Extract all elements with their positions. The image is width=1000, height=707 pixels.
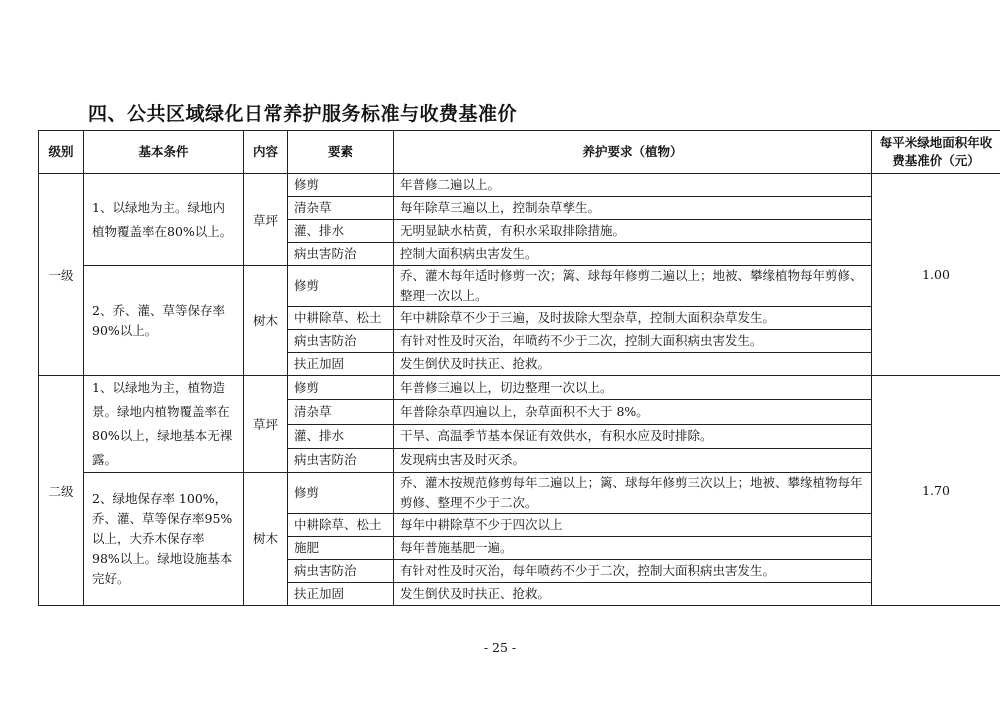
element-cell: 中耕除草、松土	[288, 514, 394, 537]
condition-cell: 2、绿地保存率 100%，乔、灌、草等保存率95%以上，大乔木保存率 98%以上。绿地设施基本完好。	[84, 473, 244, 606]
element-cell: 灌、排水	[288, 424, 394, 448]
level-cell: 二级	[39, 376, 84, 606]
element-cell: 施肥	[288, 537, 394, 560]
element-cell: 病虫害防治	[288, 448, 394, 472]
header-requirement: 养护要求（植物）	[394, 131, 872, 174]
table-row	[39, 473, 1000, 514]
requirement-cell: 乔、灌木每年适时修剪一次；篱、球每年修剪二遍以上；地被、攀缘植物每年剪修、整理一次以上。	[394, 266, 872, 307]
header-row	[39, 131, 1000, 174]
content-cell: 树木	[244, 266, 288, 376]
element-cell: 修剪	[288, 174, 394, 197]
element-cell: 扶正加固	[288, 583, 394, 606]
header-condition: 基本条件	[84, 131, 244, 174]
table-row	[39, 266, 1000, 307]
requirement-cell: 年普修三遍以上，切边整理一次以上。	[394, 376, 872, 400]
header-content: 内容	[244, 131, 288, 174]
condition-cell: 2、乔、灌、草等保存率 90%以上。	[84, 266, 244, 376]
condition-cell: 1、以绿地为主，植物造景。绿地内植物覆盖率在80%以上，绿地基本无裸露。	[84, 376, 244, 473]
price-cell: 1.70	[872, 376, 1000, 606]
requirement-cell: 无明显缺水枯黄，有积水采取排除措施。	[394, 220, 872, 243]
requirement-cell: 发生倒伏及时扶正、抢救。	[394, 583, 872, 606]
requirement-cell: 乔、灌木按规范修剪每年二遍以上；篱、球每年修剪三次以上；地被、攀缘植物每年剪修、整理不少于二次。	[394, 473, 872, 514]
service-standard-table	[38, 130, 1000, 606]
requirement-cell: 年普除杂草四遍以上，杂草面积不大于 8%。	[394, 400, 872, 424]
price-cell: 1.00	[872, 174, 1000, 376]
header-level: 级别	[39, 131, 84, 174]
section-title: 四、公共区域绿化日常养护服务标准与收费基准价	[88, 103, 518, 125]
level-cell: 一级	[39, 174, 84, 376]
table-row	[39, 376, 1000, 400]
requirement-cell: 干旱、高温季节基本保证有效供水，有积水应及时排除。	[394, 424, 872, 448]
element-cell: 修剪	[288, 266, 394, 307]
requirement-cell: 有针对性及时灭治，每年喷药不少于二次，控制大面积病虫害发生。	[394, 560, 872, 583]
header-price: 每平米绿地面积年收费基准价（元）	[872, 131, 1000, 174]
requirement-cell: 每年普施基肥一遍。	[394, 537, 872, 560]
page-number: - 25 -	[483, 640, 517, 655]
content-cell: 草坪	[244, 376, 288, 473]
element-cell: 中耕除草、松土	[288, 307, 394, 330]
table-row	[39, 174, 1000, 197]
header-element: 要素	[288, 131, 394, 174]
requirement-cell: 控制大面积病虫害发生。	[394, 243, 872, 266]
element-cell: 病虫害防治	[288, 560, 394, 583]
element-cell: 修剪	[288, 473, 394, 514]
requirement-cell: 每年中耕除草不少于四次以上	[394, 514, 872, 537]
element-cell: 清杂草	[288, 400, 394, 424]
element-cell: 病虫害防治	[288, 243, 394, 266]
requirement-cell: 发生倒伏及时扶正、抢救。	[394, 353, 872, 376]
content-cell: 树木	[244, 473, 288, 606]
condition-cell: 1、以绿地为主。绿地内植物覆盖率在80%以上。	[84, 174, 244, 266]
element-cell: 病虫害防治	[288, 330, 394, 353]
requirement-cell: 年中耕除草不少于三遍，及时拔除大型杂草，控制大面积杂草发生。	[394, 307, 872, 330]
requirement-cell: 每年除草三遍以上，控制杂草孳生。	[394, 197, 872, 220]
requirement-cell: 年普修二遍以上。	[394, 174, 872, 197]
element-cell: 灌、排水	[288, 220, 394, 243]
content-cell: 草坪	[244, 174, 288, 266]
element-cell: 清杂草	[288, 197, 394, 220]
element-cell: 修剪	[288, 376, 394, 400]
element-cell: 扶正加固	[288, 353, 394, 376]
requirement-cell: 发现病虫害及时灭杀。	[394, 448, 872, 472]
requirement-cell: 有针对性及时灭治，年喷药不少于二次，控制大面积病虫害发生。	[394, 330, 872, 353]
